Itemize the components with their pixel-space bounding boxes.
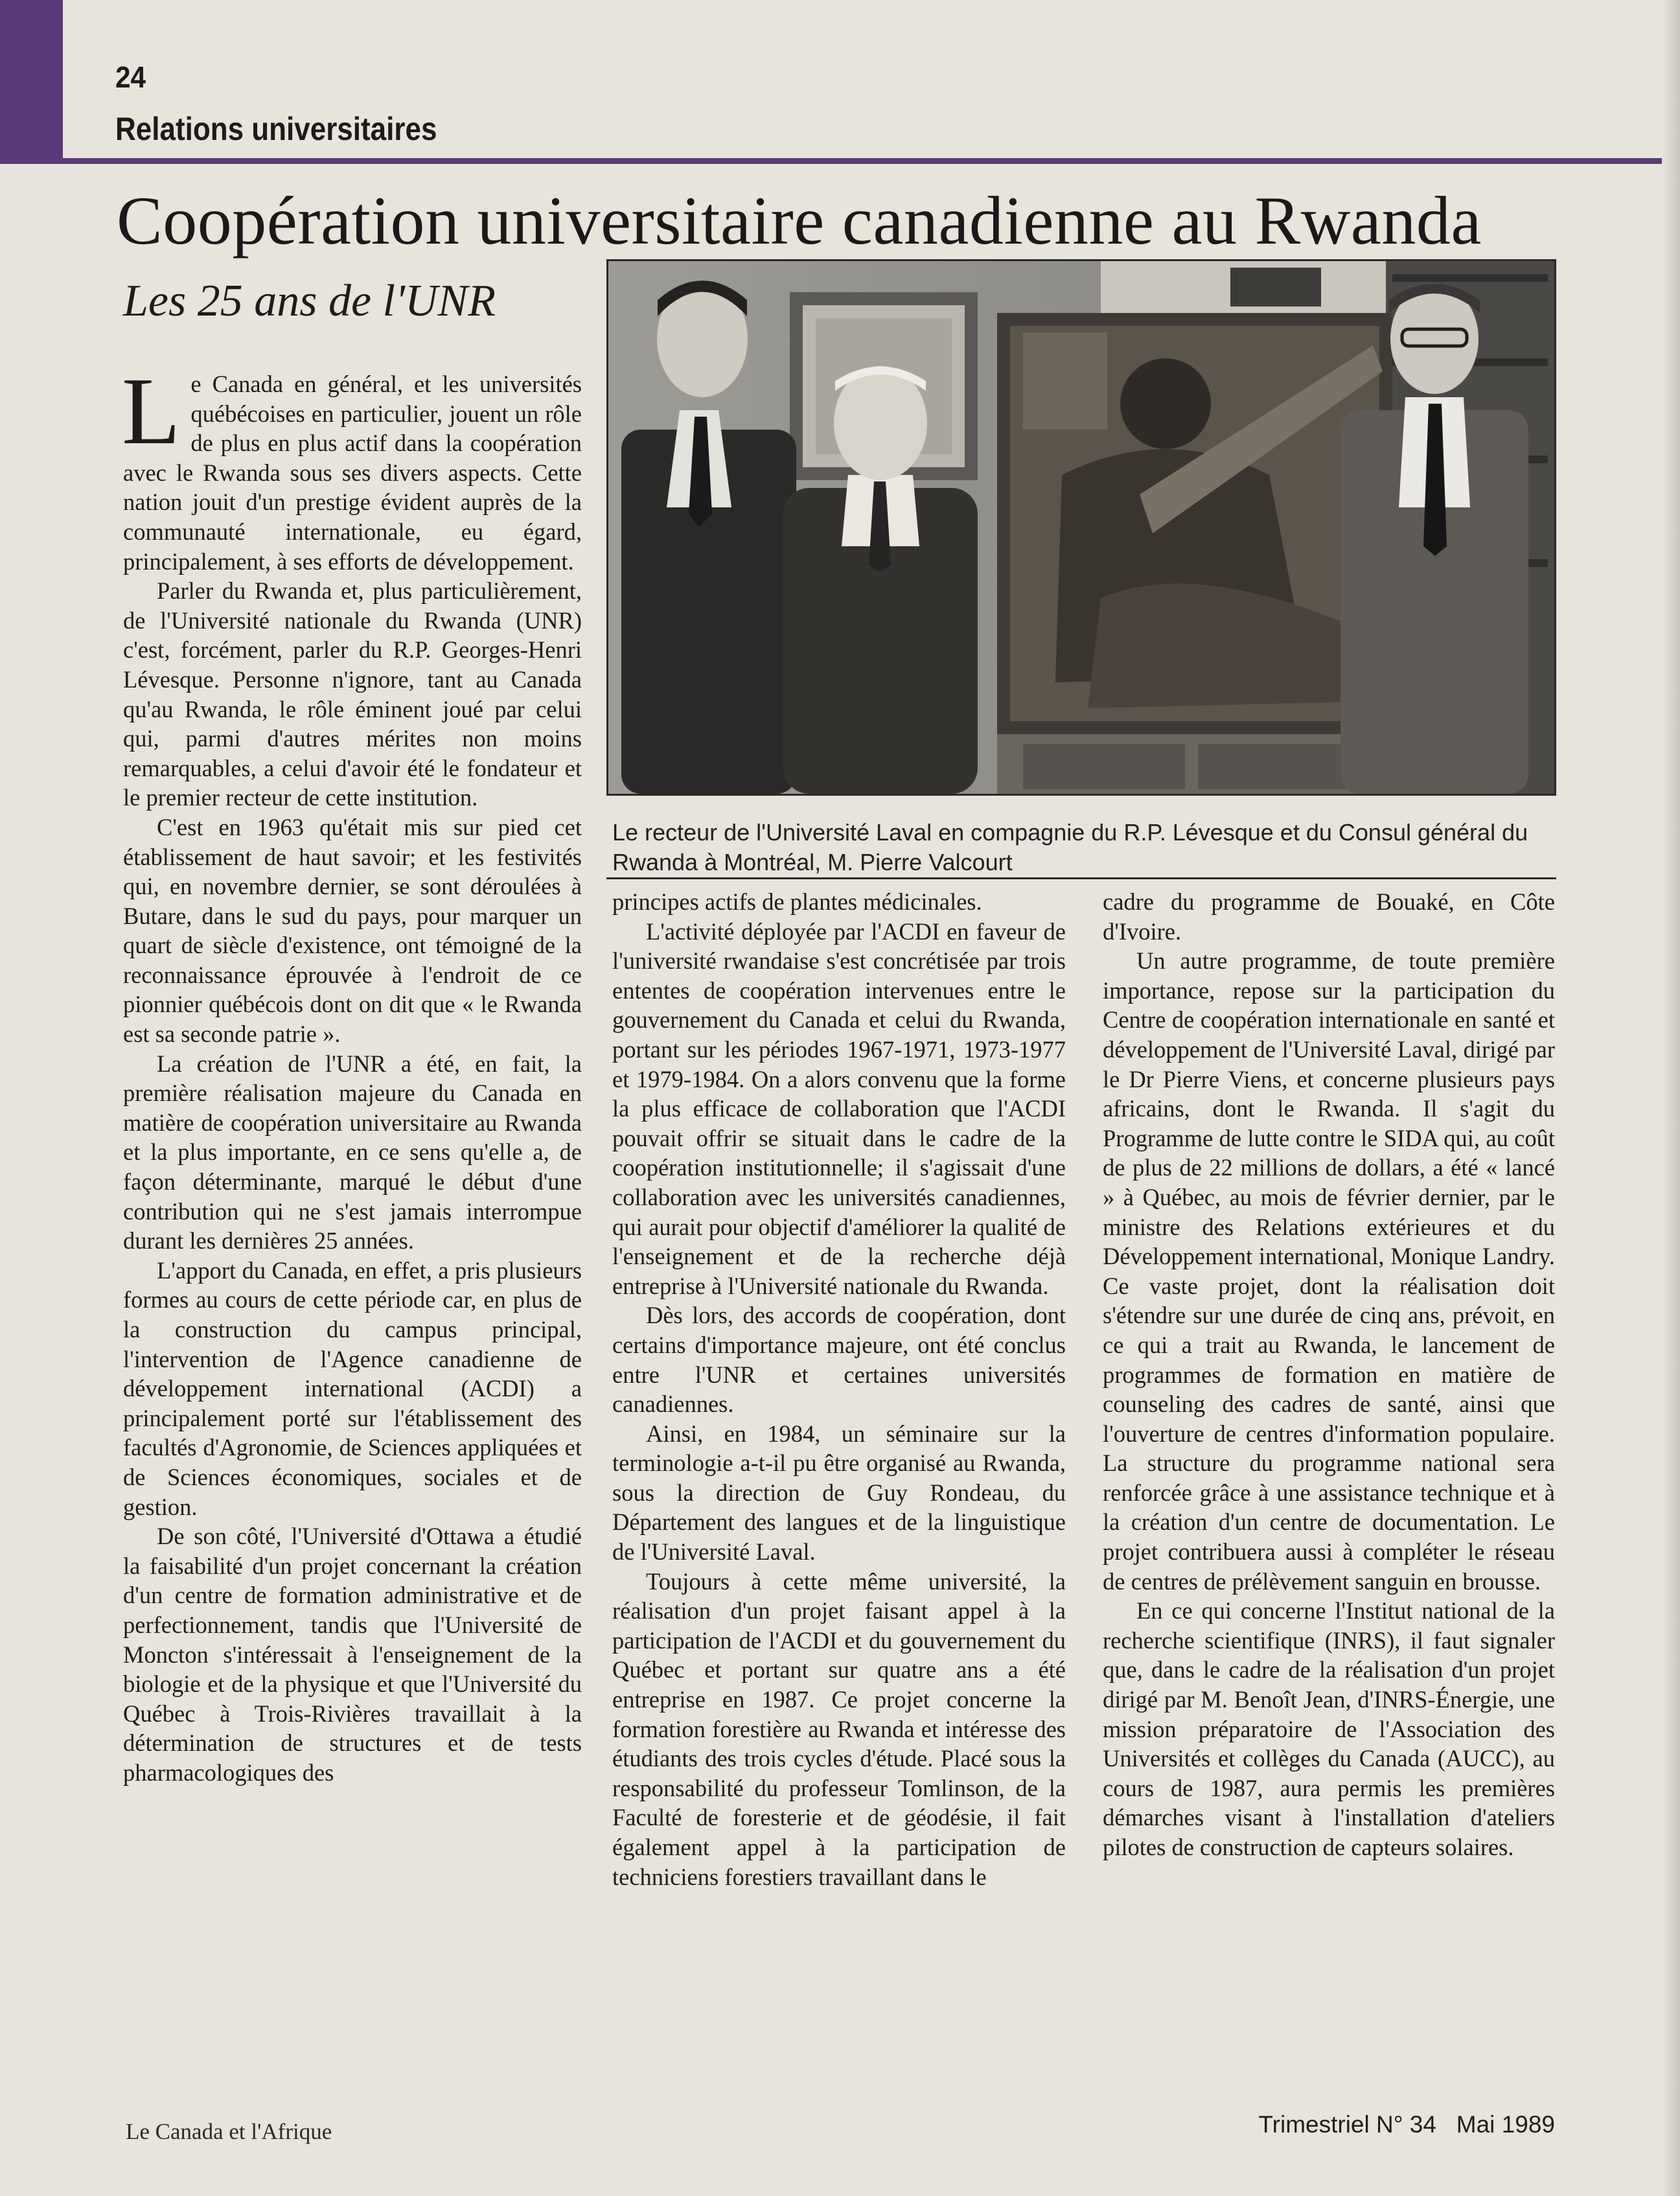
section-label: Relations universitaires — [115, 111, 437, 147]
article-photo — [606, 259, 1556, 796]
page-edge-shadow — [1662, 0, 1680, 2196]
paragraph: Un autre programme, de toute première importance, repose sur la participation du Centre de coopération internationale en santé et développement de l'Université Laval, dirigé par le Dr Pierre Viens, et concerne plusieurs pays africains, dont le Rwanda. Il s'agit du Programme de lutte contre le SIDA qui, au coût de plus de 22 millions de dollars, a été « lancé » à Québec, au mois de février dernier, par le ministre des Relations extérieures et du Développement international, Monique Landry. Ce vaste projet, dont la réalisation doit s'étendre sur une durée de cinq ans, prévoit, en ce qui a trait au Rwanda, le lancement de programmes de formation en matière de counseling des cadres de santé, ainsi que l'ouverture de centres d'information populaire. La structure du programme national sera renforcée grâce à une assistance technique et à la création d'un centre de documentation. Le projet contribuera aussi à compléter le réseau de centres de prélèvement sanguin en brousse. — [1103, 947, 1555, 1595]
paragraph: C'est en 1963 qu'était mis sur pied cet établissement de haut savoir; et les festivités qui, en novembre dernier, se sont déroulées à Butare, dans le sud du pays, pour marquer un quart de siècle d'existence, ont témoigné de la reconnaissance éprouvée à l'endroit de ce pionnier québécois dont on dit que « le Rwanda est sa seconde patrie ». — [123, 813, 582, 1048]
footer-publication: Le Canada et l'Afrique — [126, 2119, 332, 2144]
paragraph: cadre du programme de Bouaké, en Côte d'Ivoire. — [1103, 888, 1555, 945]
paragraph: En ce qui concerne l'Institut national de la recherche scientifique (INRS), il faut signaler que, dans le cadre de la réalisation d'un projet dirigé par M. Benoît Jean, d'INRS-Énergie, une mission préparatoire de l'Association des Universités et collèges du Canada (AUCC), au cours de 1987, aura permis les premières démarches visant à l'installation d'ateliers pilotes de construction de capteurs solaires. — [1103, 1597, 1555, 1860]
paragraph: Ainsi, en 1984, un séminaire sur la terminologie a-t-il pu être organisé au Rwanda, sous la direction de Guy Rondeau, du Département des langues et de la linguistique de l'Université Laval. — [612, 1420, 1066, 1566]
paragraph: Dès lors, des accords de coopération, dont certains d'importance majeure, ont été conclus entre l'UNR et certaines universités canadiennes. — [612, 1302, 1066, 1418]
paragraph: Parler du Rwanda et, plus particulièrement, de l'Université nationale du Rwanda (UNR) c'est, forcément, parler du R.P. Georges-Henri Lévesque. Personne n'ignore, tant au Canada qu'au Rwanda, le rôle éminent joué par celui qui, parmi d'autres mérites non moins remarquables, a celui d'avoir été le fondateur et le premier recteur de cette institution. — [123, 577, 582, 811]
article-subtitle: Les 25 ans de l'UNR — [123, 276, 496, 326]
header-color-band — [0, 0, 63, 164]
text-column-2 — [612, 887, 1066, 1891]
paragraph: La création de l'UNR a été, en fait, la première réalisation majeure du Canada en matière de coopération universitaire au Rwanda et la plus importante, en ce sens qu'elle a, de façon déterminante, marqué le début d'une contribution qui ne s'est jamais interrompue durant les dernières 25 années. — [123, 1050, 582, 1254]
photo-illustration — [608, 261, 1554, 794]
paragraph-text: e Canada en général, et les universités québécoises en particulier, jouent un rôle de plus en plus actif dans la coopération avec le Rwanda sous ses divers aspects. Cette nation jouit d'un prestige évident auprès de la communauté internationale, eu égard, principalement, à ses efforts de développement. — [123, 371, 582, 575]
paragraph: Toujours à cette même université, la réalisation d'un projet faisant appel à la participation de l'ACDI et du gouvernement du Québec et portant sur quatre ans a été entreprise en 1987. Ce projet concerne la formation forestière au Rwanda et intéresse des étudiants des trois cycles d'étude. Placé sous la responsabilité du professeur Tomlinson, de la Faculté de foresterie et de géodésie, il fait également appel à la participation de techniciens forestiers travaillant dans le — [612, 1567, 1066, 1890]
drop-cap: L — [122, 358, 181, 465]
text-column-3 — [1103, 887, 1555, 1862]
paragraph: L'activité déployée par l'ACDI en faveur de l'université rwandaise s'est concrétisée par trois ententes de coopération intervenues entre le gouvernement du Canada et celui du Rwanda, portant sur les périodes 1967-1971, 1973-1977 et 1979-1984. On a alors convenu que la forme la plus efficace de collaboration que l'ACDI pouvait offrir se situait dans le cadre de la coopération institutionnelle; il s'agissait d'une collaboration avec les universités canadiennes, qui aurait pour objectif d'améliorer la qualité de l'enseignement et de la recherche déjà entreprise à l'Université nationale du Rwanda. — [612, 918, 1066, 1299]
caption-rule — [606, 877, 1556, 879]
photo-caption: Le recteur de l'Université Laval en compagnie du R.P. Lévesque et du Consul général du Rwanda à Montréal, M. Pierre Valcourt — [612, 819, 1528, 875]
page-number: 24 — [115, 60, 146, 94]
paragraph — [122, 358, 582, 576]
article-title: Coopération universitaire canadienne au Rwanda — [117, 183, 1482, 259]
paragraph: De son côté, l'Université d'Ottawa a étudié la faisabilité d'un projet concernant la création d'un centre de formation administrative et de perfectionnement, tandis que l'Université de Moncton s'intéressait à l'enseignement de la biologie et de la physique et que l'Université du Québec à Trois-Rivières travaillait à la détermination de structures et de tests pharmacologiques des — [123, 1523, 582, 1786]
paragraph: L'apport du Canada, en effet, a pris plusieurs formes au cours de cette période car, en plus de la construction du campus principal, l'intervention de l'Agence canadienne de développement international (ACDI) a principalement porté sur l'établissement des facultés d'Agronomie, de Sciences appliquées et de Sciences économiques, sociales et de gestion. — [123, 1256, 582, 1520]
paragraph: principes actifs de plantes médicinales. — [612, 888, 982, 915]
header-rule — [63, 158, 1680, 164]
text-column-1 — [122, 358, 582, 1788]
footer-issue: Trimestriel N° 34 Mai 1989 — [1258, 2111, 1555, 2138]
